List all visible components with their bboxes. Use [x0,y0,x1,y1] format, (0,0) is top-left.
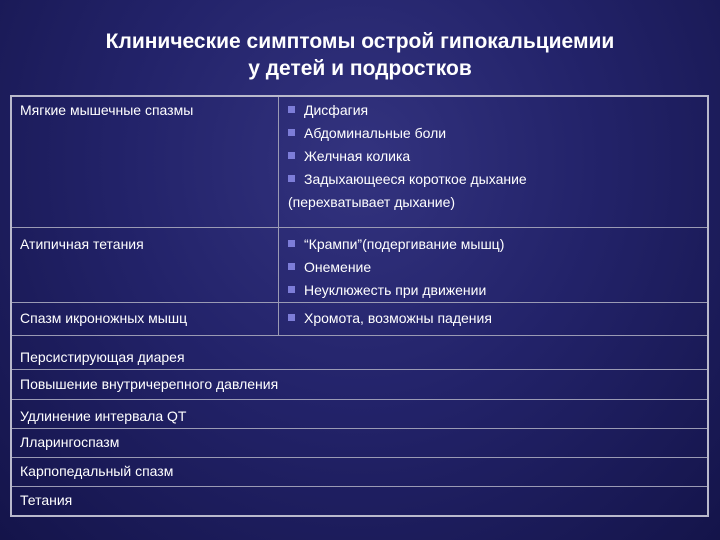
full-row-4: Лларингоспазм [20,434,120,450]
full-row-1: Персистирующая диарея [20,349,185,365]
slide-title [0,28,720,82]
row-divider [12,457,707,458]
row-divider [12,227,707,228]
row-1-label: Мягкие мышечные спазмы [20,102,194,118]
row-2-item-1: “Крампи”(подергивание мышц) [288,233,504,256]
title-line-1: Клинические симптомы острой гипокальциемии [105,30,615,53]
row-2-item-2: Онемение [288,256,371,279]
row-3-label: Спазм икроножных мышц [20,310,188,326]
row-divider [12,335,707,336]
row-1-item-4: Задыхающееся короткое дыхание [288,168,527,191]
full-row-2: Повышение внутричерепного давления [20,376,279,392]
bullet-icon [288,106,295,113]
row-divider [12,369,707,370]
full-row-6: Тетания [20,492,73,508]
bullet-icon [288,240,295,247]
row-3-item-1: Хромота, возможны падения [288,307,492,330]
row-divider [12,428,707,429]
bullet-icon [288,175,295,182]
row-1-item-1: Дисфагия [288,99,368,122]
bullet-icon [288,263,295,270]
column-divider [278,97,279,335]
bullet-icon [288,152,295,159]
row-divider [12,399,707,400]
row-1-item-2: Абдоминальные боли [288,122,446,145]
row-divider [12,486,707,487]
bullet-icon [288,314,295,321]
full-row-3: Удлинение интервала QT [20,408,187,424]
row-1-item-3: Желчная колика [288,145,410,168]
row-2-item-3: Неуклюжесть при движении [288,279,486,302]
bullet-icon [288,286,295,293]
row-divider [12,302,707,303]
title-line-2: у детей и подростков [248,57,472,80]
bullet-icon [288,129,295,136]
row-2-label: Атипичная тетания [20,236,144,252]
row-1-continuation: (перехватывает дыхание) [288,194,456,210]
full-row-5: Карпопедальный спазм [20,463,174,479]
symptoms-table [10,95,709,517]
